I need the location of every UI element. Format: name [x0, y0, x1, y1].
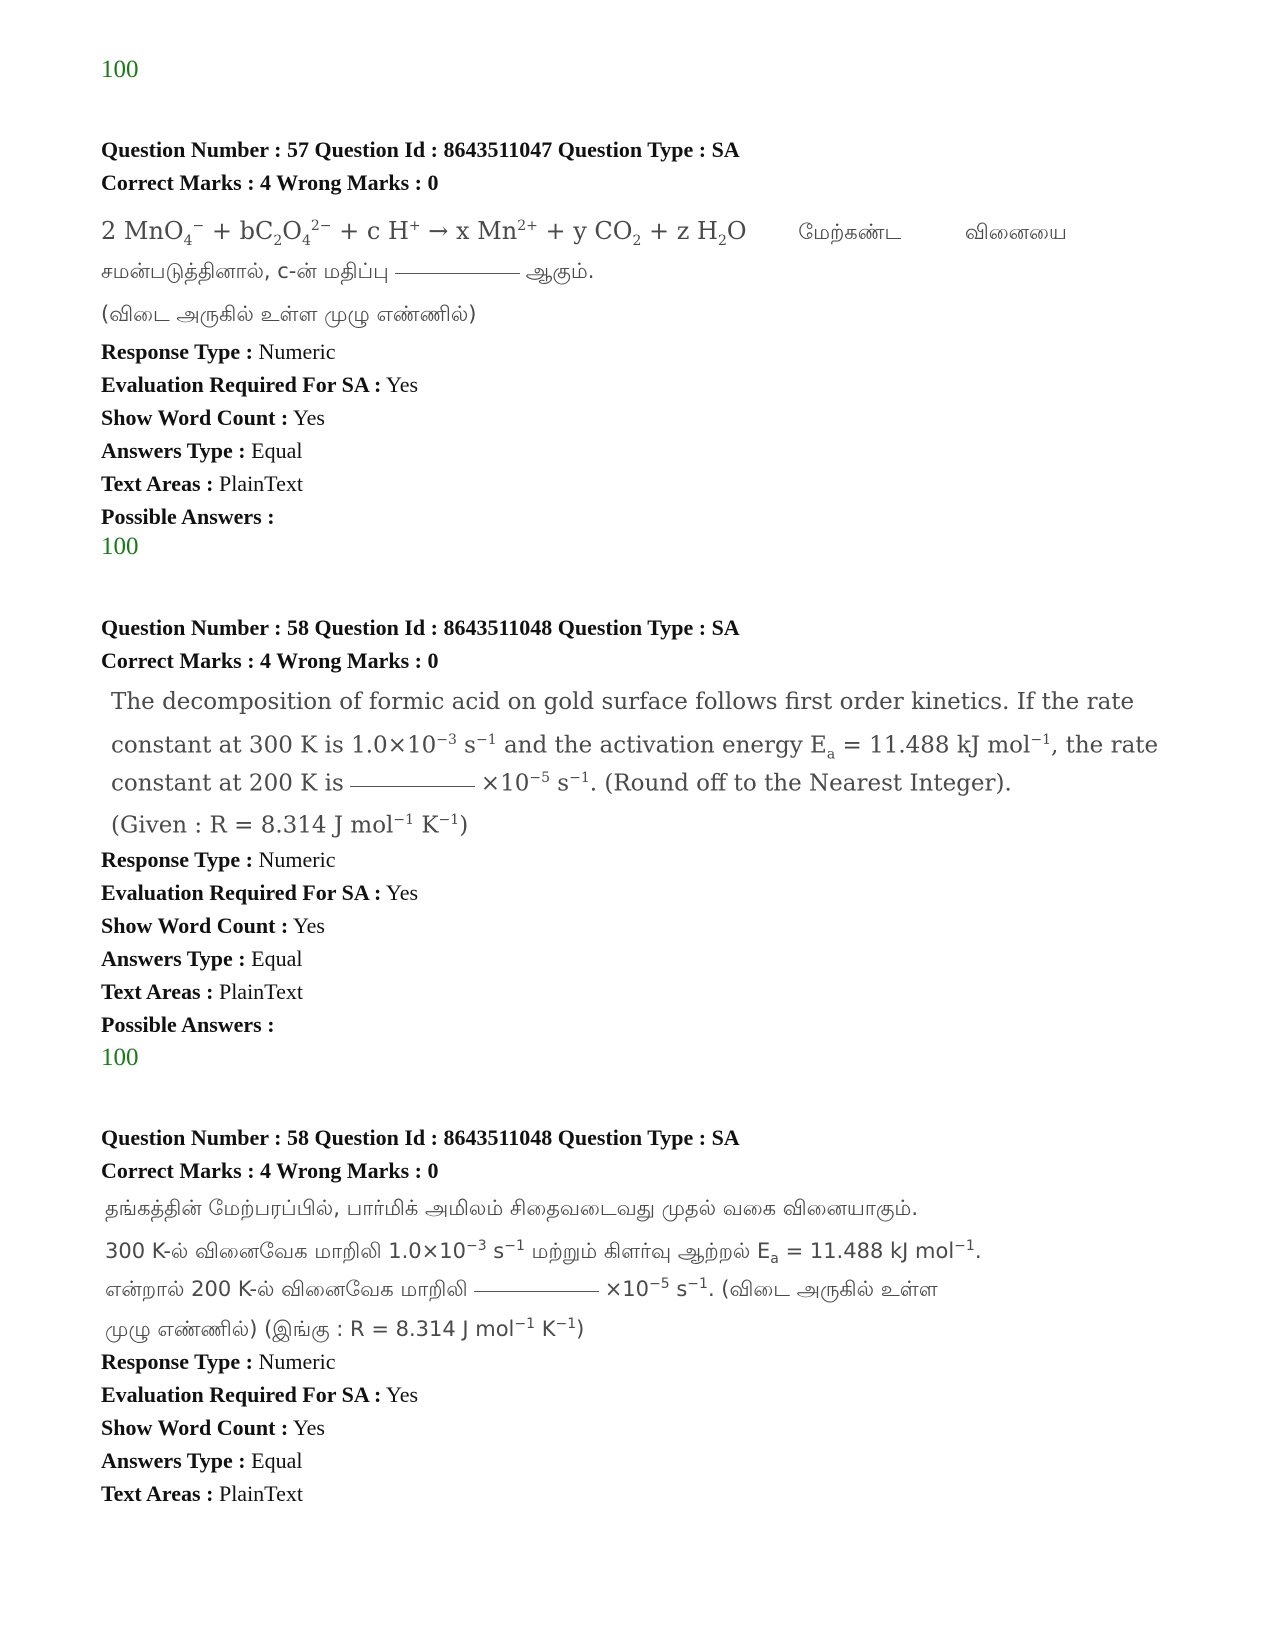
question-header: Question Number : 58 Question Id : 8643511048 Question Type : SA — [101, 1125, 740, 1150]
answers-type-field: Answers Type : Equal — [101, 1448, 303, 1473]
evaluation-required-field: Evaluation Required For SA : Yes — [101, 1382, 419, 1407]
text-areas-field: Text Areas : PlainText — [101, 471, 303, 496]
question-text-line: (Given : R = 8.314 J mol$^{-1}$ $K^{-1}$) — [111, 812, 469, 839]
question-text — [101, 683, 1181, 843]
question-header: Question Number : 57 Question Id : 8643511047 Question Type : SA — [101, 137, 740, 162]
question-text-line: The decomposition of formic acid on gold surface follows first order kinetics. If the rate — [111, 689, 1135, 715]
question-text-line: constant at 200 K is $\times 10^{-5}$ $s^{-1}$. (Round off to the Nearest Integer). — [111, 770, 1012, 797]
evaluation-required-field: Evaluation Required For SA : Yes — [101, 880, 419, 905]
question-57 — [101, 133, 1181, 533]
possible-answers-label: Possible Answers : — [101, 504, 275, 529]
response-type-field: Response Type : Numeric — [101, 1349, 336, 1374]
question-text-line: என்றால் 200 K-ல் வினைவேக மாறிலி $\times 10^{-5}$ $s^{-1}$. (விடை அருகில் உள்ள — [105, 1276, 938, 1301]
show-word-count-field: Show Word Count : Yes — [101, 405, 325, 430]
text-areas-field: Text Areas : PlainText — [101, 1481, 303, 1506]
question-equation-line: 2 $MnO_4^- + bC_2O_4^{2-} + c$ H+ → x $Mn^{2+} + y$ $CO_2 + z$ $H_2O$ மேற்கண்ட வினையை — [101, 217, 1067, 249]
question-marks: Correct Marks : 4 Wrong Marks : 0 — [101, 1158, 439, 1183]
possible-answers-label: Possible Answers : — [101, 1012, 275, 1037]
possible-answer-value: 100 — [101, 1044, 139, 1071]
question-text-line: சமன்படுத்தினால், c-ன் மதிப்பு ஆகும். — [101, 259, 595, 283]
answer-blank — [474, 1291, 599, 1292]
text-areas-field: Text Areas : PlainText — [101, 979, 303, 1004]
question-text-line: முழு எண்ணில்) (இங்கு : R = 8.314 J mol$^{-1}$ $K^{-1}$) — [105, 1316, 585, 1341]
question-text — [101, 1189, 1181, 1345]
response-type-field: Response Type : Numeric — [101, 847, 336, 872]
previous-answer-value: 100 — [101, 56, 139, 83]
answers-type-field: Answers Type : Equal — [101, 438, 303, 463]
answers-type-field: Answers Type : Equal — [101, 946, 303, 971]
question-marks: Correct Marks : 4 Wrong Marks : 0 — [101, 170, 439, 195]
possible-answer-value: 100 — [101, 533, 139, 560]
question-marks: Correct Marks : 4 Wrong Marks : 0 — [101, 648, 439, 673]
question-58-tamil — [101, 1121, 1181, 1510]
response-type-field: Response Type : Numeric — [101, 339, 336, 364]
question-text-line: தங்கத்தின் மேற்பரப்பில், பார்மிக் அமிலம் சிதைவடைவது முதல் வகை வினையாகும். — [105, 1196, 919, 1220]
evaluation-required-field: Evaluation Required For SA : Yes — [101, 372, 419, 397]
show-word-count-field: Show Word Count : Yes — [101, 913, 325, 938]
question-header: Question Number : 58 Question Id : 8643511048 Question Type : SA — [101, 615, 740, 640]
question-text-line: 300 K-ல் வினைவேக மாறிலி $1.0\times 10^{-3}$ $s^{-1}$ மற்றும் கிளர்வு ஆற்றல் $E_a = 11.488$ kJ mol$^{-1}$. — [105, 1238, 982, 1268]
question-58 — [101, 611, 1181, 1041]
answer-blank — [395, 273, 520, 274]
question-text-line: constant at 300 K is $1.0\times 10^{-3}$ $s^{-1}$ and the activation energy $E_a = 11.488$ kJ mol$^{-1}$, the rate — [111, 732, 1159, 763]
show-word-count-field: Show Word Count : Yes — [101, 1415, 325, 1440]
answer-blank — [350, 786, 475, 787]
question-text-line: (விடை அருகில் உள்ள முழு எண்ணில்) — [101, 302, 477, 326]
